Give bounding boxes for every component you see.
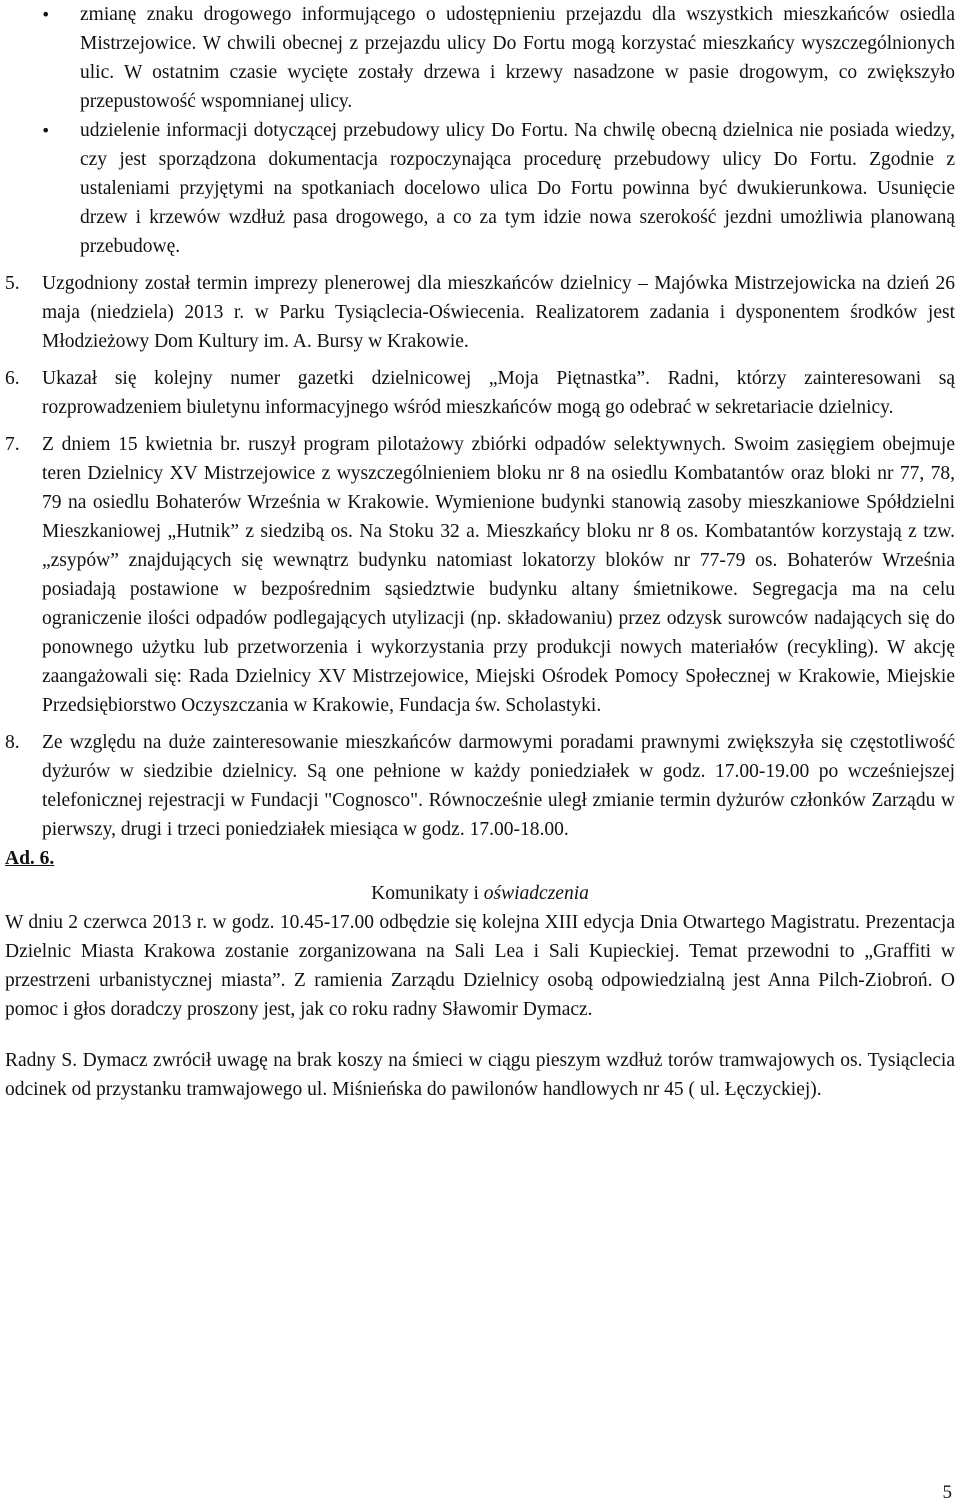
numbered-item-8	[5, 728, 955, 844]
bullet-text: udzielenie informacji dotyczącej przebudowy ulicy Do Fortu. Na chwilę obecną dzielnica nie posiada wiedzy, czy jest sporządzona dokumentacja rozpoczynająca procedurę przebudowy ulicy Do Fortu. Zgodnie z ustaleniami przyjętymi na spotkaniach docelowo ulica Do Fortu powinna być dwukierunkowa. Usunięcie drzew i krzewów wzdłuż pasa drogowego, a co za tym idzie nowa szerokość jezdni umożliwia planowaną przebudowę.	[80, 120, 955, 257]
announcement-paragraph: W dniu 2 czerwca 2013 r. w godz. 10.45-17.00 odbędzie się kolejna XIII edycja Dnia Otwartego Magistratu. Prezentacja Dzielnic Miasta Krakowa zostanie zorganizowana na Sali Lea i Sali Kupieckiej. Temat przewodni to „Graffiti w przestrzeni urbanistycznej miasta”. Z ramienia Zarządu Dzielnicy osobą odpowiedzialną jest Anna Pilch-Ziobroń. O pomoc i głos doradczy proszony jest, jak co roku radny Sławomir Dymacz.	[5, 912, 955, 1020]
bullet-item	[5, 116, 955, 261]
bullet-text: zmianę znaku drogowego informującego o udostępnieniu przejazdu dla wszystkich mieszkańców osiedla Mistrzejowice. W chwili obecnej z przejazdu ulicy Do Fortu mogą korzystać mieszkańcy wyszczególnionych ulic. W ostatnim czasie wycięte zostały drzewa i krzewy nasadzone w pasie drogowym, co zwiększyło przepustowość wspomnianej ulicy.	[80, 4, 955, 112]
numbered-item-5	[5, 269, 955, 356]
item-text: Ze względu na duże zainteresowanie mieszkańców darmowymi poradami prawnymi zwiększyła się częstotliwość dyżurów w siedzibie dzielnicy. Są one pełnione w każdy poniedziałek w godz. 17.00-19.00 po wcześniejszej telefonicznej rejestracji w Fundacji "Cognosco". Równocześnie uległ zmianie termin dyżurów członków Zarządu w pierwszy, drugi i trzeci poniedziałek miesiąca w godz. 17.00-18.00.	[42, 732, 955, 840]
bullet-icon: •	[41, 5, 51, 24]
bullet-list	[5, 0, 955, 261]
bullet-icon: •	[41, 121, 51, 140]
document-body	[5, 0, 955, 1104]
numbered-item-7	[5, 430, 955, 720]
section-title-italic: oświadczenia	[483, 883, 589, 904]
section-title-regular: Komunikaty i	[371, 883, 484, 904]
section-title	[5, 879, 955, 908]
agenda-item-heading: Ad. 6.	[5, 848, 55, 869]
item-text: Z dniem 15 kwietnia br. ruszył program pilotażowy zbiórki odpadów selektywnych. Swoim zasięgiem obejmuje teren Dzielnicy XV Mistrzejowice z wyszczególnieniem bloku nr 8 na osiedlu Kombatantów oraz bloki nr 77, 78, 79 na osiedlu Bohaterów Września w Krakowie. Wymienione budynki stanowią zasoby mieszkaniowe Spółdzielni Mieszkaniowej „Hutnik” z siedzibą os. Na Stoku 32 a. Mieszkańcy bloku nr 8 os. Kombatantów korzystają z tzw. „zsypów” znajdujących się wewnątrz budynku natomiast lokatorzy bloków nr 77-79 os. Bohaterów Września posiadają postawione w bezpośrednim sąsiedztwie budynku altany śmietnikowe. Segregacja ma na celu ograniczenie ilości odpadów podlegających utylizacji (np. składowaniu) przez odzysk surowców nadających się do ponownego użytku lub przetworzenia i wykorzystania przy produkcji nowych materiałów (recykling). W akcję zaangażowali się: Rada Dzielnicy XV Mistrzejowice, Miejski Ośrodek Pomocy Społecznej w Krakowie, Miejskie Przedsiębiorstwo Oczyszczania w Krakowie, Fundacja św. Scholastyki.	[42, 434, 955, 716]
numbered-item-6	[5, 364, 955, 422]
item-text: Ukazał się kolejny numer gazetki dzielnicowej „Moja Piętnastka”. Radni, którzy zainteresowani są rozprowadzeniem biuletynu informacyjnego wśród mieszkańców mogą go odebrać w sekretariacie dzielnicy.	[42, 368, 955, 418]
item-number: 6.	[5, 368, 20, 389]
item-number: 7.	[5, 434, 20, 455]
bullet-item	[5, 0, 955, 116]
remark-paragraph: Radny S. Dymacz zwrócił uwagę na brak koszy na śmieci w ciągu pieszym wzdłuż torów tramwajowych os. Tysiąclecia odcinek od przystanku tramwajowego ul. Miśnieńska do pawilonów handlowych nr 45 ( ul. Łęczyckiej).	[5, 1050, 955, 1100]
item-number: 5.	[5, 273, 20, 294]
page-number: 5	[942, 1482, 952, 1503]
item-number: 8.	[5, 732, 20, 753]
item-text: Uzgodniony został termin imprezy plenerowej dla mieszkańców dzielnicy – Majówka Mistrzejowicka na dzień 26 maja (niedziela) 2013 r. w Parku Tysiąclecia-Oświecenia. Realizatorem zadania i dysponentem środków jest Młodzieżowy Dom Kultury im. A. Bursy w Krakowie.	[42, 273, 955, 352]
numbered-list	[5, 269, 955, 844]
